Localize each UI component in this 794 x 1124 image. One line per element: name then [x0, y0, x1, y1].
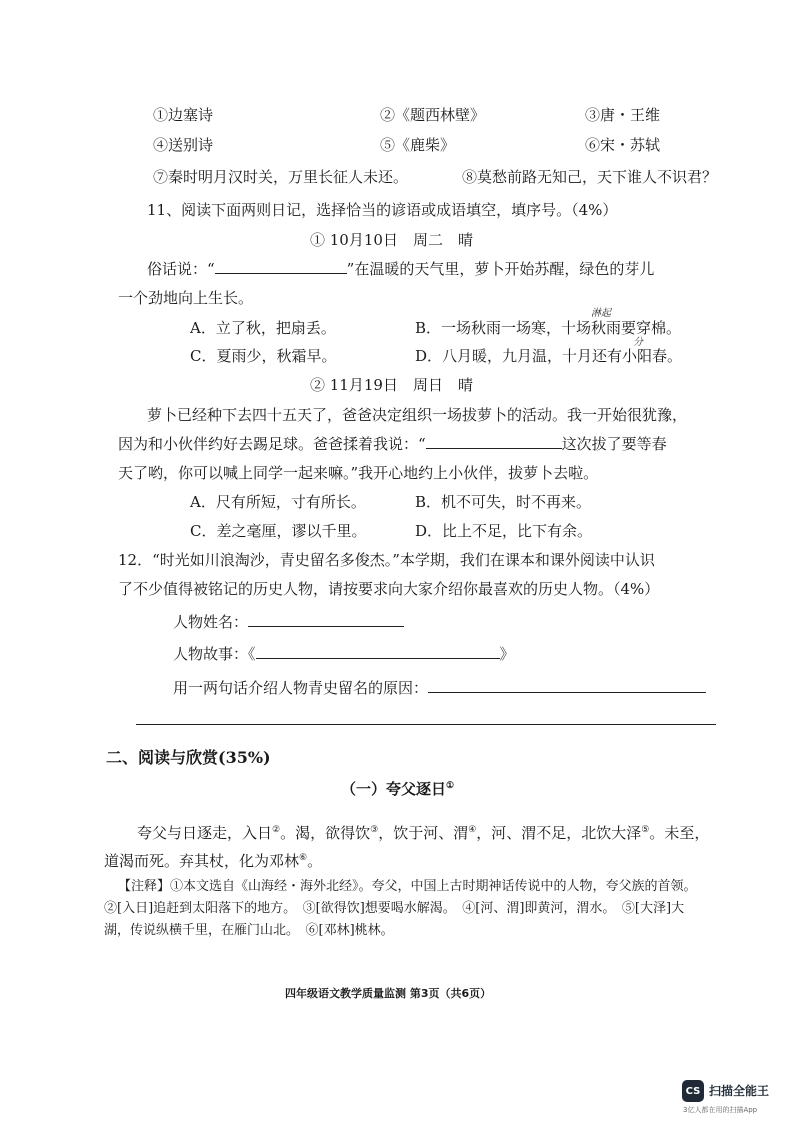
q12-reason-row — [173, 677, 706, 698]
text-seg: 道渴而死。弃其杖，化为邓林 — [104, 852, 300, 870]
footnote-mark-6: ⑥ — [299, 853, 308, 863]
story-close-bracket: 》 — [499, 645, 515, 663]
diary2-header: ② 11月19日 周日 晴 — [310, 376, 473, 394]
note-line-2: ②[入日]追赶到太阳落下的地方。 ③[欲得饮]想要喝水解渴。 ④[河、渭]即黄河，渭水。 ⑤[大泽]大 — [104, 901, 685, 916]
name-label: 人物姓名： — [173, 613, 249, 631]
scanner-logo-icon: CS — [682, 1080, 704, 1102]
text-seg: 。未至， — [649, 824, 710, 842]
q12-story-row — [173, 643, 515, 664]
text-seg: 。渴，欲得饮 — [280, 824, 371, 842]
reason-blank-line-2[interactable] — [136, 724, 716, 725]
footnote-mark-4: ④ — [468, 825, 477, 835]
option-7: ⑦秦时明月汉时关，万里长征人未还。 — [153, 168, 409, 186]
text-seg: 夸父与日逐走，入日 — [137, 824, 273, 842]
handwritten-note-2: 分 — [633, 337, 643, 348]
diary2-opt-d: D．比上不足，比下有余。 — [415, 522, 593, 540]
diary1-opt-c: C．夏雨少，秋霜早。 — [190, 347, 337, 365]
diary2-line1: 萝卜已经种下去四十五天了，爸爸决定组织一场拔萝卜的活动。我一开始很犹豫， — [147, 406, 688, 424]
section-heading: 二、阅读与欣赏(35%) — [106, 748, 271, 767]
handwritten-note-1: 淋起 — [591, 308, 611, 319]
diary2-line2-post: 这次拔了要等春 — [561, 435, 667, 453]
option-2: ②《题西林壁》 — [380, 106, 486, 124]
diary2-line3: 天了哟，你可以喊上同学一起来嘛。”我开心地约上小伙伴，拔萝卜去啦。 — [118, 464, 599, 482]
diary2-answer-blank[interactable] — [426, 433, 562, 449]
story-blank[interactable] — [256, 643, 500, 659]
note-line-3: 湖，传说纵横千里，在雁门山北。 ⑥[邓林]桃林。 — [104, 923, 394, 938]
text-seg: ，河、渭不足，北饮大泽 — [476, 824, 642, 842]
diary1-header: ① 10月10日 周二 晴 — [310, 231, 473, 249]
diary1-opt-a: A．立了秋，把扇丢。 — [190, 319, 336, 337]
footnote-mark-3: ③ — [370, 825, 379, 835]
text-seg: 。 — [307, 852, 323, 870]
story-label: 人物故事： — [173, 645, 249, 663]
option-8: ⑧莫愁前路无知己，天下谁人不识君？ — [462, 168, 718, 186]
reason-label: 用一两句话介绍人物青史留名的原因： — [173, 679, 429, 697]
option-3: ③唐・王维 — [585, 106, 661, 124]
story-open-bracket: 《 — [248, 645, 256, 663]
option-4: ④送别诗 — [153, 136, 214, 154]
q12-name-row — [173, 611, 404, 632]
footnote-mark-2: ② — [272, 825, 281, 835]
poem-title — [341, 778, 454, 799]
scanner-tagline: 3亿人都在用的扫描App — [683, 1106, 758, 1114]
q12-line1: 12．“时光如川浪淘沙，青史留名多俊杰。”本学期，我们在课本和课外阅读中认识 — [118, 551, 655, 569]
diary2-line2 — [118, 433, 667, 454]
classical-text-line1 — [137, 822, 709, 843]
q11-prompt: 11、阅读下面两则日记，选择恰当的谚语或成语填空，填序号。（4%） — [147, 201, 618, 219]
classical-text-line2 — [104, 850, 322, 871]
page-footer: 四年级语文教学质量监测 第3页（共6页） — [285, 987, 492, 1000]
diary1-line2: 一个劲地向上生长。 — [118, 289, 254, 307]
option-6: ⑥宋・苏轼 — [585, 136, 661, 154]
option-1: ①边塞诗 — [153, 106, 214, 124]
diary2-opt-b: B．机不可失，时不再来。 — [415, 493, 592, 511]
q12-line2: 了不少值得被铭记的历史人物，请按要求向大家介绍你最喜欢的历史人物。（4%） — [118, 580, 660, 598]
diary1-opt-b: B．一场秋雨一场寒，十场秋雨要穿棉。 — [415, 319, 682, 337]
scanner-brand-name: 扫描全能王 — [709, 1084, 770, 1098]
diary2-opt-a: A．尺有所短，寸有所长。 — [190, 493, 366, 511]
diary2-opt-c: C．差之毫厘，谬以千里。 — [190, 522, 367, 540]
diary1-line1 — [147, 258, 654, 279]
text-seg: ，饮于河、渭 — [378, 824, 469, 842]
option-5: ⑤《鹿柴》 — [380, 136, 456, 154]
poem-title-mark: ① — [446, 781, 455, 791]
footnote-mark-5: ⑤ — [641, 825, 650, 835]
diary2-line2-pre: 因为和小伙伴约好去踢足球。爸爸揉着我说：“ — [118, 435, 426, 453]
name-blank[interactable] — [248, 611, 404, 627]
note-line-1: 【注释】①本文选自《山海经・海外北经》。夸父，中国上古时期神话传说中的人物，夸父族的首领。 — [118, 879, 697, 894]
diary1-opt-d: D．八月暖，九月温，十月还有小阳春。 — [415, 347, 683, 365]
diary1-line1-pre: 俗话说：“ — [147, 260, 215, 278]
reason-blank[interactable] — [428, 677, 706, 693]
poem-title-text: （一）夸父逐日 — [341, 780, 447, 798]
diary1-answer-blank[interactable] — [215, 258, 347, 274]
diary1-line1-post: ”在温暖的天气里，萝卜开始苏醒，绿色的芽儿 — [346, 260, 655, 278]
